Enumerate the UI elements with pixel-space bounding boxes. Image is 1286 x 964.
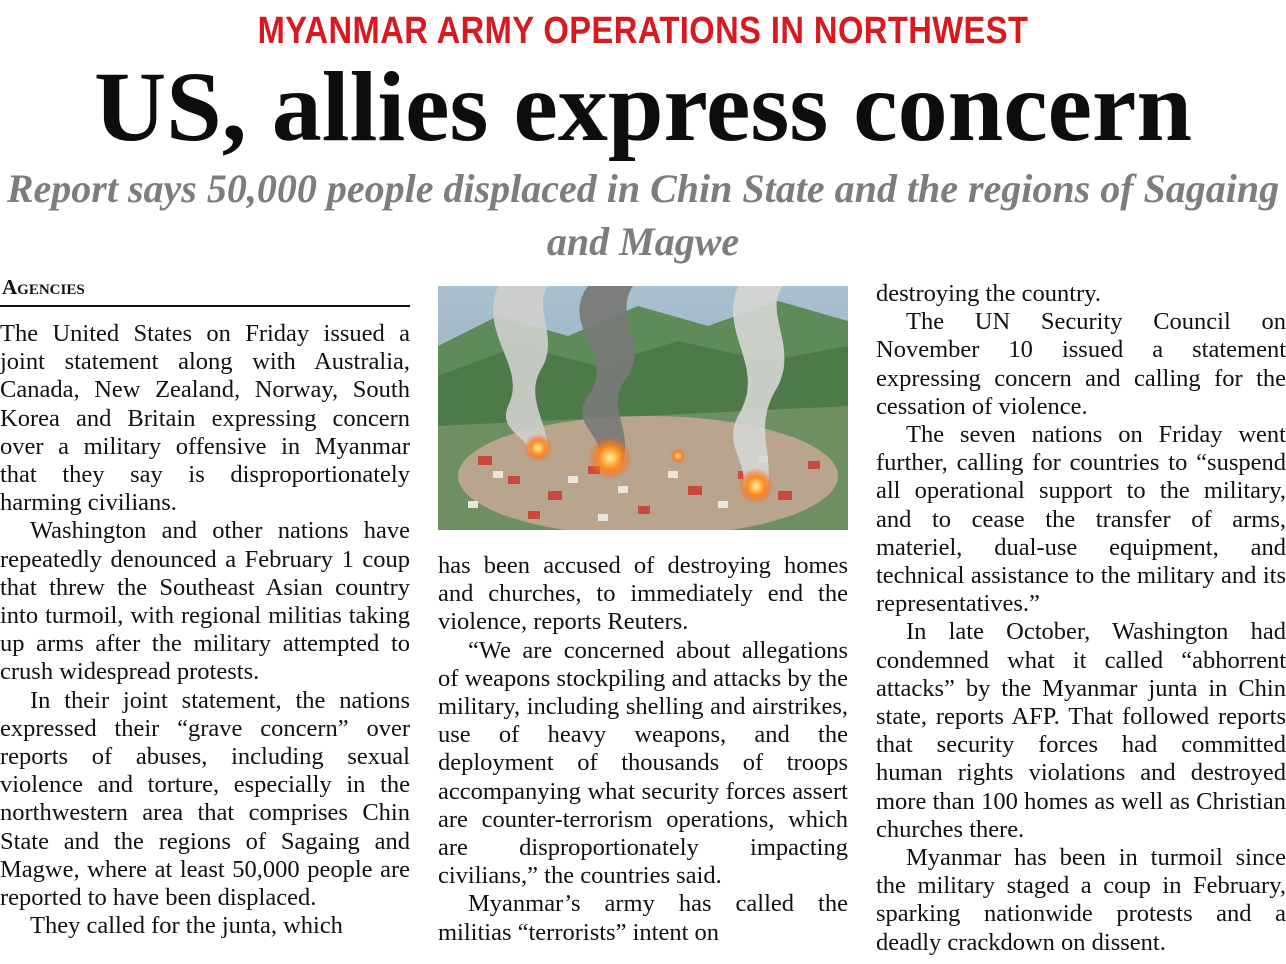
paragraph: The UN Security Council on November 10 issued a statement expressing concern and calling for the cessation of violence. — [876, 308, 1286, 420]
article-column-2 — [438, 552, 848, 964]
paragraph: In late October, Washington had condemned what it called “abhorrent attacks” by the Myanmar junta in Chin state, reports AFP. That followed reports that security forces had committed human rights violations and destroyed more than 100 homes as well as Christian churches there. — [876, 618, 1286, 843]
article-column-1 — [0, 320, 410, 964]
paragraph: Myanmar’s army has called the militias “terrorists” intent on — [438, 890, 848, 946]
burning-town-photo — [438, 286, 848, 530]
byline: Agencies — [2, 275, 85, 299]
paragraph: “We are concerned about allegations of weapons stockpiling and attacks by the military, including shelling and airstrikes, use of heavy weapons, and the deployment of thousands of troops accompanying what security forces assert are counter-terrorism operations, which are disproportionately impacting civilians,” the countries said. — [438, 636, 848, 890]
news-photo — [438, 286, 848, 530]
byline-rule — [0, 305, 410, 307]
paragraph: They called for the junta, which — [30, 912, 343, 940]
paragraph: has been accused of destroying homes and churches, to immediately end the violence, reports Reuters. — [438, 552, 848, 636]
headline: US, allies express concern — [93, 51, 1193, 162]
deck-subheadline: Report says 50,000 people displaced in Chin State and the regions of Sagaing and Magwe — [6, 166, 1280, 264]
paragraph: Washington and other nations have repeatedly denounced a February 1 coup that threw the Southeast Asian country into turmoil, with regional militias taking up arms after the military attempted to crush widespread protests. — [0, 517, 410, 686]
paragraph: In their joint statement, the nations expressed their “grave concern” over reports of abuses, including sexual violence and torture, especially in the northwestern area that comprises Chin State and the regions of Sagaing and Magwe, where at least 50,000 people are reported to have been displaced. — [0, 686, 410, 912]
paragraph: Myanmar has been in turmoil since the military staged a coup in February, sparking nationwide protests and a deadly crackdown on dissent. — [876, 844, 1286, 956]
paragraph: destroying the country. — [876, 280, 1101, 307]
article-column-3 — [876, 280, 1286, 964]
kicker: MYANMAR ARMY OPERATIONS IN NORTHWEST — [257, 10, 1029, 52]
paragraph: The United States on Friday issued a joint statement along with Australia, Canada, New Zealand, Norway, South Korea and Britain expressing concern over a military offensive in Myanmar that they say is disproportionately harming civilians. — [0, 320, 410, 517]
paragraph: The seven nations on Friday went further, calling for countries to “suspend all operational support to the military, and to cease the transfer of arms, materiel, dual-use equipment, and technical assistance to the military and its representatives.” — [876, 421, 1286, 618]
